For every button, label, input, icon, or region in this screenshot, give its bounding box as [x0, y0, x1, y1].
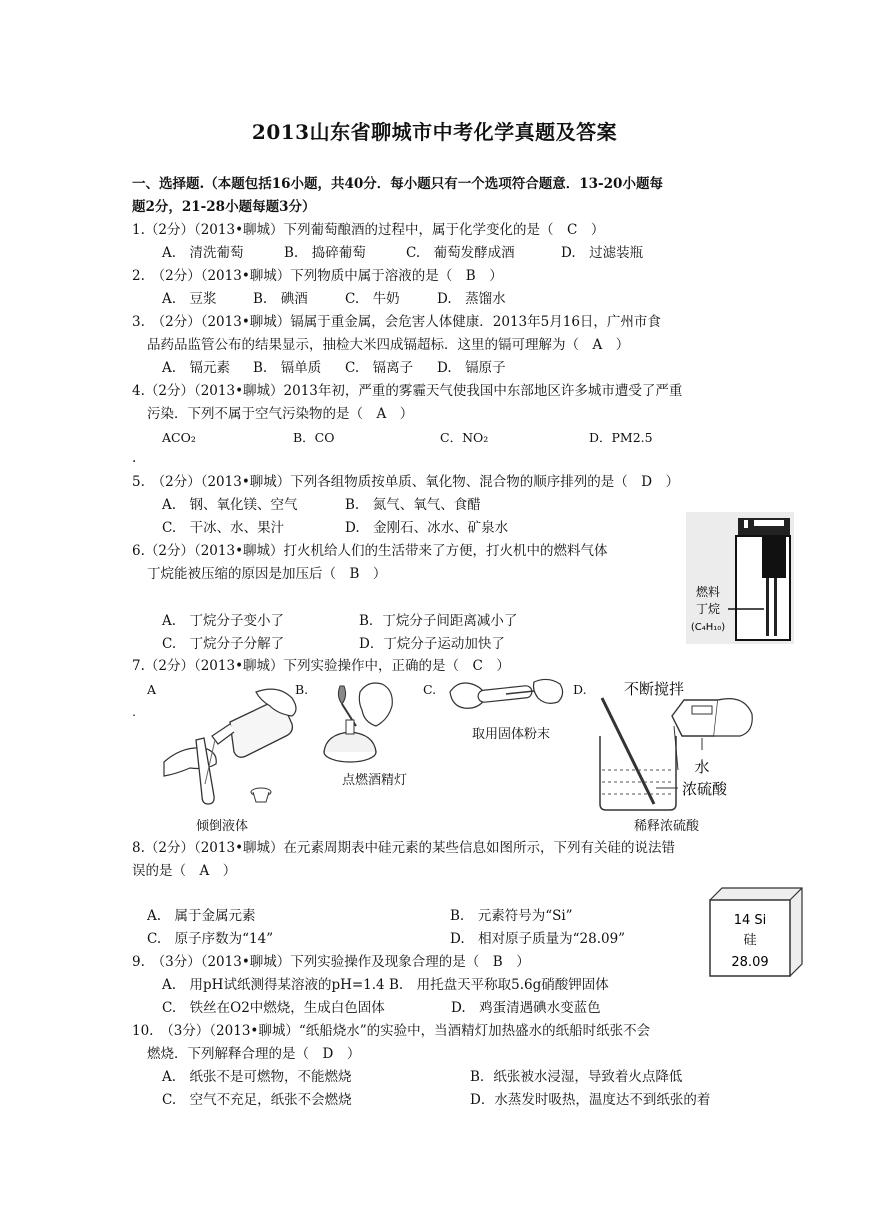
q4-option-a: ACO₂ [162, 430, 196, 445]
q10-stem-line1: 10. （3分）（2013•聊城）“纸船烧水”的实验中，当酒精灯加热盛水的纸船时纸张不会 [132, 1023, 651, 1039]
q6-option-a: A. 丁烷分子变小了 [162, 613, 285, 629]
acid-bottle [672, 700, 718, 736]
q4-option-b: B．CO [293, 430, 335, 445]
q5-option-c: C. 干冰、水、果汁 [162, 520, 285, 536]
element-mass: 28.09 [731, 955, 769, 970]
q5-stem: 5. （2分）（2013•聊城）下列各组物质按单质、氧化物、混合物的顺序排列的是（ D ） [132, 474, 680, 490]
lighter-tube-right [774, 578, 777, 636]
q9-option-d: D. 鸡蛋清遇碘水变蓝色 [451, 1000, 601, 1016]
lamp-bowl [324, 732, 376, 752]
alcohol-lamp-figure [312, 680, 412, 770]
lighter-cap-stripe [754, 520, 784, 526]
q2-stem: 2. （2分）（2013•聊城）下列物质中属于溶液的是（ B ） [132, 268, 503, 284]
q4-option-d: D．PM2.5 [589, 430, 653, 445]
q8-option-c: C. 原子序数为“14” [147, 931, 274, 947]
q1-stem: 1.（2分）（2013•聊城）下列葡萄酿酒的过程中，属于化学变化的是（ C ） [132, 222, 605, 238]
q4-trailing-dot: . [132, 450, 137, 466]
q9-options-ab: A. 用pH试纸测得某溶液的pH=1.4 B. 用托盘天平称取5.6g硝酸钾固体 [162, 977, 609, 993]
horizontal-test-tube [478, 685, 533, 703]
lighter-label-formula: (C₄H₁₀) [690, 622, 726, 633]
lighter-figure [686, 512, 794, 644]
bottle-label [692, 706, 712, 714]
q6-stem-line1: 6.（2分）（2013•聊城）打火机给人们的生活带来了方便，打火机中的燃料气体 [132, 543, 608, 559]
q7-stem: 7.（2分）（2013•聊城）下列实验操作中，正确的是（ C ） [132, 658, 510, 674]
hand-with-lamp [359, 683, 392, 726]
lighter-tube-left [766, 578, 769, 636]
lighter-label-butane: 丁烷 [695, 602, 721, 616]
q8-stem-line2: 误的是（ A ） [132, 863, 237, 879]
q3-stem-line1: 3. （2分）（2013•聊城）镉属于重金属，会危害人体健康．2013年5月16日，广州市食 [132, 314, 661, 330]
q10-stem-line2: 燃烧．下列解释合理的是（ D ） [147, 1046, 361, 1062]
q9-option-c: C. 铁丝在O2中燃烧，生成白色固体 [162, 1000, 385, 1016]
q7-caption-b: 点燃酒精灯 [342, 773, 408, 788]
q1-option-b: B. 捣碎葡萄 [284, 245, 366, 261]
section-heading-line2: 题2分，21-28小题每题3分） [132, 199, 316, 215]
q10-option-b: B．纸张被水浸湿，导致着火点降低 [470, 1069, 683, 1085]
q2-option-b: B. 碘酒 [253, 291, 308, 307]
q1-option-a: A. 清洗葡萄 [162, 245, 244, 261]
q3-stem-line2: 品药品监管公布的结果显示，抽检大米四成镉超标．这里的镉可理解为（ A ） [147, 337, 630, 353]
silicon-element-card [706, 886, 806, 980]
bottle-neck [212, 724, 234, 744]
q8-option-b: B. 元素符号为“Si” [450, 908, 573, 924]
pouring-liquid-figure [160, 684, 302, 808]
q7-caption-d: 稀释浓硫酸 [634, 819, 700, 834]
q8-stem-line1: 8.（2分）（2013•聊城）在元素周期表中硅元素的某些信息如图所示，下列有关硅的说法错 [132, 840, 676, 856]
q10-option-c: C. 空气不充足，纸张不会燃烧 [162, 1092, 352, 1108]
q6-stem-line2: 丁烷能被压缩的原因是加压后（ B ） [147, 566, 387, 582]
page-title: 2013山东省聊城市中考化学真题及答案 [251, 120, 618, 144]
q7-label-dot: . [132, 704, 136, 719]
section-heading-line1: 一、选择题.（本题包括16小题，共40分．每小题只有一个选项符合题意．13-20小题每 [132, 176, 663, 192]
q6-option-b: B．丁烷分子间距离减小了 [359, 613, 518, 629]
q3-option-c: C. 镉离子 [345, 360, 414, 376]
test-tube [196, 738, 214, 804]
q10-option-d: D．水蒸发时吸热，温度达不到纸张的着 [470, 1092, 711, 1108]
q4-stem-line1: 4.（2分）（2013•聊城）2013年初，严重的雾霾天气使我国中东部地区许多城市遭受了严重 [132, 383, 683, 399]
lighter-cap-marking [744, 520, 748, 528]
dilute-acid-figure [594, 680, 774, 816]
q3-option-b: B. 镉单质 [253, 360, 322, 376]
q2-option-c: C. 牛奶 [345, 291, 400, 307]
d-label-stir: 不断搅拌 [624, 680, 685, 698]
q1-option-c: C. 葡萄发酵成酒 [406, 245, 515, 261]
q7-caption-a: 倾倒液体 [196, 819, 249, 834]
flame-icon [338, 686, 345, 704]
q4-option-c: C．NO₂ [440, 430, 489, 445]
stopper-body [253, 792, 269, 802]
pouring-hand [714, 699, 752, 736]
q5-option-d: D. 金刚石、冰水、矿泉水 [345, 520, 509, 536]
q7-label-a: A [147, 682, 157, 697]
q3-option-d: D. 镉原子 [437, 360, 506, 376]
d-label-water: 水 [694, 758, 710, 776]
q6-option-c: C. 丁烷分子分解了 [162, 636, 285, 652]
glass-rod [602, 698, 654, 804]
q7-label-b: B. [295, 682, 309, 697]
d-label-acid: 浓硫酸 [682, 780, 728, 798]
lighter-valve [762, 536, 786, 578]
element-name: 硅 [743, 933, 757, 948]
lighter-label-fuel: 燃料 [695, 585, 721, 599]
q7-caption-c: 取用固体粉末 [472, 727, 551, 742]
solid-powder-figure [448, 672, 568, 720]
q5-option-b: B. 氮气、氧气、食醋 [345, 497, 481, 513]
q8-option-a: A. 属于金属元素 [147, 908, 256, 924]
q10-option-a: A. 纸张不是可燃物，不能燃烧 [162, 1069, 352, 1085]
element-number-symbol: 14 Si [733, 913, 767, 928]
q8-option-d: D. 相对原子质量为“28.09” [450, 931, 626, 947]
q6-option-d: D．丁烷分子运动加快了 [359, 636, 505, 652]
q3-option-a: A. 镉元素 [162, 360, 231, 376]
q1-option-d: D. 过滤装瓶 [561, 245, 644, 261]
q4-stem-line2: 污染．下列不属于空气污染物的是（ A ） [147, 406, 414, 422]
q2-option-a: A. 豆浆 [162, 291, 217, 307]
right-hand-spoon [534, 679, 563, 703]
q9-stem: 9. （3分）（2013•聊城）下列实验操作及现象合理的是（ B ） [132, 954, 530, 970]
q7-label-c: C. [423, 682, 437, 697]
q7-label-d: D. [573, 682, 587, 697]
q5-option-a: A. 钢、氧化镁、空气 [162, 497, 298, 513]
q2-option-d: D. 蒸馏水 [437, 291, 506, 307]
lamp-wick-holder [346, 720, 354, 734]
